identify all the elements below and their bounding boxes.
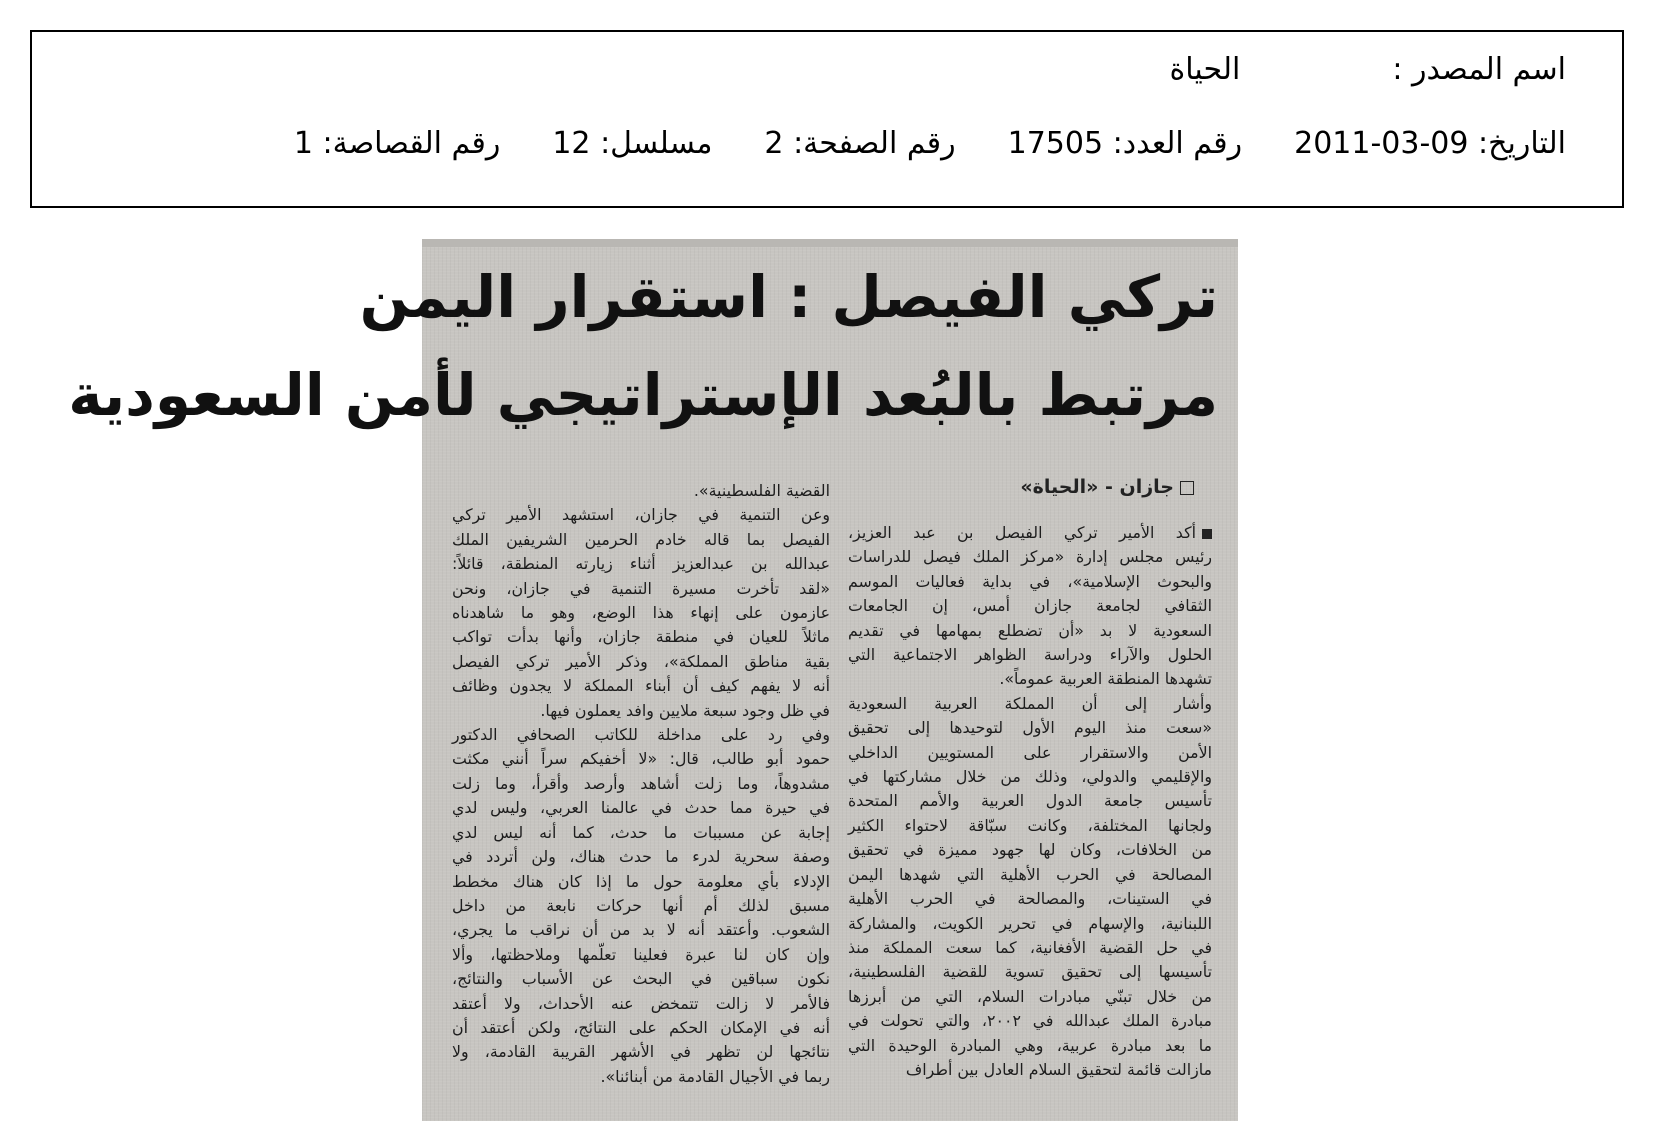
serial-label: مسلسل:: [600, 126, 713, 161]
article-line: تشهدها المنطقة العربية عموماً».: [999, 669, 1212, 689]
details-row: [294, 126, 1566, 161]
source-label: اسم المصدر :: [1392, 52, 1566, 87]
article-line: «سعت منذ اليوم الأول لتوحيدها إلى تحقيق: [848, 718, 1212, 738]
article-line: عازمون على إنهاء هذا الوضع، وهو ما شاهدناه: [452, 603, 830, 623]
byline-text: جازان - «الحياة»: [1020, 476, 1174, 498]
article-line: «لقد تأخرت مسيرة التنمية في جازان، ونحن: [452, 578, 830, 598]
article-line: والإقليمي والدولي، وذلك من خلال مشاركتها في: [848, 767, 1212, 787]
article-line: مسبق لذلك أم أنها حركات نابعة من داخل: [452, 895, 830, 915]
article-line: ما بعد مبادرة عربية، وهي المبادرة الوحيدة التي: [848, 1035, 1212, 1055]
article-line: القضية الفلسطينية».: [693, 481, 830, 500]
article-line: تأسيس جامعة الدول العربية والأمم المتحدة: [848, 791, 1212, 811]
article-line: من خلال تبنّي مبادرات السلام، التي من أبرزها: [848, 986, 1212, 1006]
article-line: ولجانها المختلفة، وكانت سبّاقة لاحتواء الكثير: [848, 815, 1212, 835]
article-line: نكون سباقين في البحث عن الأسباب والنتائج،: [452, 969, 830, 989]
date-value: 2011-03-09: [1294, 126, 1469, 161]
article-line: في ظل وجود سبعة ملايين وافد يعملون فيها.: [540, 700, 830, 720]
serial-value: 12: [552, 126, 591, 161]
article-line: تأسيسها إلى تحقيق تسوية للقضية الفلسطينية،: [848, 962, 1212, 982]
headline-line-1: تركي الفيصل : استقرار اليمن: [359, 263, 1218, 331]
article-line: وأشار إلى أن المملكة العربية السعودية: [848, 693, 1212, 713]
article-line: وفي رد على مداخلة للكاتب الصحافي الدكتور: [452, 725, 830, 745]
newspaper-clipping: [68, 239, 1238, 1121]
article-line: مازالت قائمة لتحقيق السلام العادل بين أطراف: [905, 1059, 1212, 1079]
article-line: إجابة عن مسببات ما حدث، كما أنه ليس لدي: [452, 822, 830, 842]
byline-box-icon: [1180, 481, 1194, 495]
clip-value: 1: [293, 126, 313, 161]
article-line: الشعوب. وأعتقد أنه لا بد من أن نراقب ما يجري،: [452, 920, 830, 940]
article-line: ربما في الأجيال القادمة من أبنائنا».: [600, 1066, 830, 1086]
article-line: والبحوث الإسلامية»، في بداية فعاليات الموسم: [848, 571, 1212, 591]
article-line: أنه في الإمكان الحكم على النتائج، ولكن أعتقد أن: [452, 1017, 830, 1037]
clipping-top-edge: [422, 239, 1238, 247]
page-label: رقم الصفحة:: [793, 126, 956, 161]
article-line: عبدالله بن عبدالعزيز أثناء زيارته المنطقة، قائلاً:: [452, 554, 830, 574]
source-row: [1170, 52, 1566, 87]
headline-line-2: مرتبط بالبُعد الإستراتيجي لأمن السعودية: [68, 361, 1218, 429]
page-value: 2: [764, 126, 784, 161]
clip-label: رقم القصاصة:: [322, 126, 501, 161]
article-line: الإدلاء بأي معلومة حول ما إذا كان هناك مخطط: [452, 871, 830, 891]
issue-field: [1008, 126, 1242, 161]
article-line: السعودية لا بد «أن تضطلع بمهامها في تقديم: [848, 620, 1212, 640]
article-line: الحلول والآراء ودراسة الظواهر الاجتماعية التي: [848, 645, 1212, 665]
article-line: المصالحة في الحرب الأهلية التي شهدها اليمن: [848, 864, 1212, 884]
issue-label: رقم العدد:: [1112, 126, 1243, 161]
article-line: وعن التنمية في جازان، استشهد الأمير تركي: [452, 505, 830, 525]
article-column-left: [452, 479, 830, 1089]
article-line: رئيس مجلس إدارة «مركز الملك فيصل للدراسات: [848, 547, 1212, 567]
source-info-box: [30, 30, 1624, 208]
bullet-icon: [1202, 529, 1212, 539]
article-line: أنه لا يفهم كيف أن أبناء المملكة لا يجدون وظائف: [452, 676, 830, 696]
article-line: حمود أبو طالب، قال: «لا أخفيكم سراً أنني مكثت: [452, 749, 830, 769]
page-field: [764, 126, 955, 161]
date-field: [1294, 126, 1566, 161]
article-line: أكد الأمير تركي الفيصل بن عبد العزيز،: [848, 521, 1212, 545]
byline: [1020, 476, 1194, 498]
article-line: الأمن والاستقرار على المستويين الداخلي: [848, 742, 1212, 762]
article-line: نتائجها لن تظهر في الأشهر القريبة القادمة، ولا: [452, 1042, 830, 1062]
article-line: الثقافي لجامعة جازان أمس، إن الجامعات: [848, 596, 1212, 616]
issue-value: 17505: [1007, 126, 1104, 161]
source-value: الحياة: [1169, 52, 1241, 87]
article-column-right: [848, 521, 1212, 1082]
article-line: وإن كان لنا عبرة فعلينا تعلّمها وملاحظتها، وألا: [452, 944, 830, 964]
article-line: فالأمر لا زالت تتمخض عنه الأحداث، ولا أعتقد: [452, 993, 830, 1013]
serial-field: [552, 126, 712, 161]
clip-field: [294, 126, 500, 161]
date-label: التاريخ:: [1478, 126, 1566, 161]
article-line: مشدوهاً، وما زلت أشاهد وأرصد وأقرأ، وما زلت: [452, 773, 830, 793]
article-line: بقية مناطق المملكة»، وذكر الأمير تركي الفيصل: [452, 651, 830, 671]
article-line: ماثلاً للعيان في منطقة جازان، وأنها بدأت تواكب: [452, 627, 830, 647]
article-line: وصفة سحرية لدرء ما حدث هناك، ولن أتردد في: [452, 847, 830, 867]
article-line: في حيرة مما حدث في عالمنا العربي، وليس لدي: [452, 798, 830, 818]
article-line: اللبنانية، والإسهام في تحرير الكويت، والمشاركة: [848, 913, 1212, 933]
article-line: الفيصل بما قاله خادم الحرمين الشريفين الملك: [452, 529, 830, 549]
article-line: من الخلافات، وكان لها جهود مميزة في تحقيق: [848, 840, 1212, 860]
article-line: في الستينات، والمصالحة في الحرب الأهلية: [848, 889, 1212, 909]
article-line: مبادرة الملك عبدالله في ٢٠٠٢، والتي تحولت في: [848, 1011, 1212, 1031]
article-line: في حل القضية الأفغانية، كما سعت المملكة منذ: [848, 937, 1212, 957]
